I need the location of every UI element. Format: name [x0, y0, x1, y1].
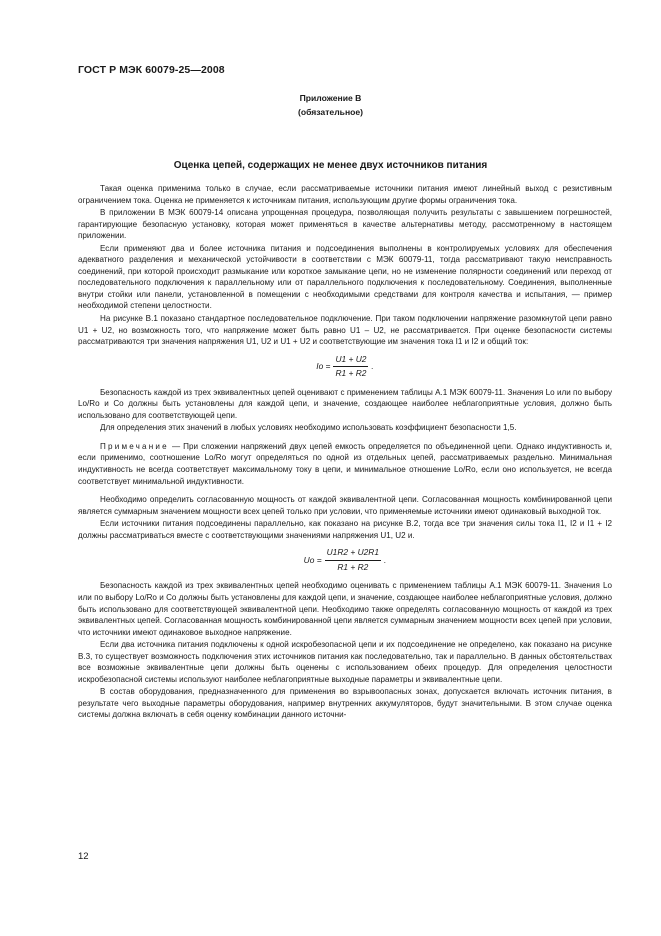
paragraph: Если источники питания подсоединены параллельно, как показано на рисунке В.2, тогда все три значения силы тока I1, I2 и I1 + I2 должны рассматриваться вместе с соответствующими значениями напряжения U1, U2 и. — [78, 519, 612, 540]
formula-fraction — [325, 547, 381, 573]
paragraph: Безопасность каждой из трех эквивалентных цепей необходимо оценивать с применением таблицы А.1 МЭК 60079-11. Значения Lo или по выбору Lo/Ro и Co должны быть установлены для каждой цепи, и значение, создающее наиболее неблагоприятные условия, должно быть использовано для соответствующей эквивалентной цепи. Необходимо также определять согласованную мощность от каждой из трех эквивалентных цепей. Согласованная мощность комбинированной цепи является суммарным значением мощности всех цепей при условии, что источники имеют одинаковое выходное напряжение. — [78, 581, 612, 637]
formula-denominator: R1 + R2 — [335, 368, 367, 379]
paragraph: В состав оборудования, предназначенного для применения во взрывоопасных зонах, допускается включать источник питания, в результате чего выходные параметры оборудования, например внутренних аккумуляторов, будут значительными. В этом случае оценка системы должна включать в себя оценку комбинации данного источни- — [78, 687, 612, 720]
section-title: Оценка цепей, содержащих не менее двух источников питания — [173, 160, 488, 171]
annex-label: Приложение В — [299, 93, 362, 103]
paragraph: Если применяют два и более источника питания и подсоединения выполнены в контролируемых условиях для обеспечения адекватного разделения и механической устойчивости в соответствии с МЭК 60079-11, тогда рассматривают такую неисправность соединений, при которой происходит размыкание или короткое замыкание цепи, но не изменение полярности соединений или переход от последовательного подключения к параллельному или от параллельного подключения к последовательному. Соединения, выполненные внутри стойки или панели, установленной в помещении с необходимыми средствами для контроля качества и испытания, — пример необходимой степени целостности. — [78, 243, 612, 311]
formula-total-current — [78, 354, 612, 380]
paragraph: Безопасность каждой из трех эквивалентных цепей оценивают с применением таблицы А.1 МЭК 60079-11. Значения Lo или по выбору Lo/Ro и Co должны быть установлены для каждой цепи, и значение, создающее наиболее неблагоприятные условия, должно быть использовано для соответствующей цепи. — [78, 387, 612, 420]
note-label: Примечание — [100, 441, 169, 451]
formula-fraction — [333, 354, 368, 380]
formula-tail: . — [383, 554, 387, 565]
paragraph: В приложении В МЭК 60079-14 описана упрощенная процедура, позволяющая получить результаты с завышением погрешностей, гарантирующие безопасную установку, которая может применяться в качестве альтернативы методу, рассмотренному в настоящем приложении. — [78, 208, 612, 241]
paragraph: На рисунке В.1 показано стандартное последовательное подключение. При таком подключении напряжение разомкнутой цепи равно U1 + U2, но возможность того, что напряжение может быть равно U1 – U2, не рассматривается. При оценке безопасности системы рассматриваются три значения напряжения U1, U2 и U1 + U2 и соответствующие им значения тока I1 и I2 и общий ток: — [78, 314, 612, 347]
annex-status: (обязательное) — [297, 107, 364, 117]
formula-lhs: Uo = — [303, 554, 322, 565]
annex-heading — [0, 91, 661, 119]
note-text: — При сложении напряжений двух цепей емкость определяется по объединенной цепи. Однако индуктивность и, если применимо, соотношение Lo/Ro могут определяться по одной из отдельных цепей, рассматриваемых раздельно. Минимальная индуктивность не всегда соответствует максимальному току в цепи, и минимальное отношение Lo/Ro, если оно используется, не всегда соответствует минимальной индуктивности. — [78, 441, 612, 486]
note — [78, 441, 612, 487]
paragraph: Такая оценка применима только в случае, если рассматриваемые источники питания имеют линейный выход с резистивным ограничением тока. Оценка не применяется к источникам питания, использующим другие формы ограничения тока. — [78, 184, 612, 205]
formula-numerator: U1R2 + U2R1 — [325, 547, 381, 561]
standard-header: ГОСТ Р МЭК 60079-25—2008 — [78, 64, 225, 76]
formula-lhs: Io = — [316, 360, 331, 371]
page-number: 12 — [78, 851, 89, 862]
formula-denominator: R1 + R2 — [337, 561, 369, 572]
formula-numerator: U1 + U2 — [333, 354, 368, 368]
formula-tail: . — [371, 360, 374, 371]
paragraph: Если два источника питания подключены к одной искробезопасной цепи и их подсоединение не определено, как показано на рисунке В.3, то существует возможность подключения этих источников питания как последовательно, так и параллельно. В данных обстоятельствах все возможные эквивалентные цепи должны быть оценены с использованием обеих процедур. Для определения целостности искробезопасной системы используют наиболее неблагоприятные выходные параметры и эквивалентные цепи. — [78, 640, 612, 684]
paragraph: Необходимо определить согласованную мощность от каждой эквивалентной цепи. Согласованная мощность комбинированной цепи является суммарным значением мощности всех цепей только при условии, что применяемые источники имеют одинаковый выходной ток. — [78, 495, 612, 516]
paragraph: Для определения этих значений в любых условиях необходимо использовать коэффициент безопасности 1,5. — [100, 423, 517, 433]
formula-total-voltage — [78, 547, 612, 573]
body-text — [78, 183, 612, 722]
